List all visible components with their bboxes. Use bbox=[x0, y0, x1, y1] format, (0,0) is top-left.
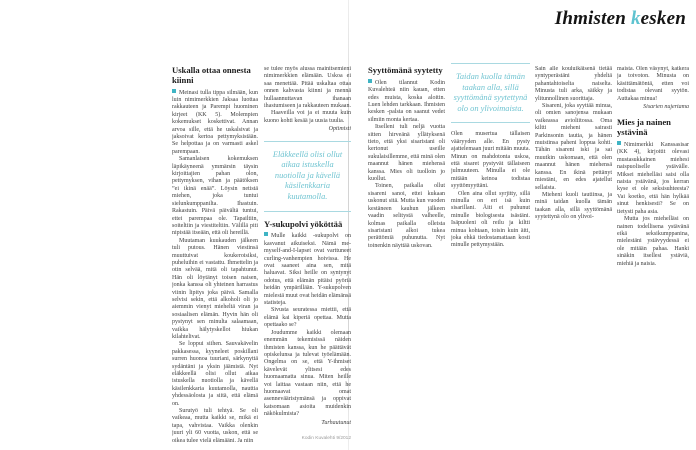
body-paragraph: maista. Olen väsynyt, katkera ja toivoton. Minusta on käsittämätöntä, etten voi todistaa olevani syytön. Auttakaa minua! bbox=[617, 66, 689, 102]
body-paragraph: Samanlaisen kokemuksen läpikäyneenä ymmärsin täysin kirjoittajien pahan olon, pettymyksen, vihan ja päätöksen ”ei ikinä enää”. Löysin netistä miehen, joka tuntui sielunkumppanilta. Ihastuin. Rakastuin. Päivä päivältä tuntui, ettei parempaa ole. Tapailtiin, soiteltiin ja viestiteltiin. Välillä piti nipistää itseään, että oli hereillä. bbox=[172, 156, 258, 237]
body-paragraph: Sain alle kouluikäisenä tietää syntyperästäni yhdeltä pahantahtoiselta naiselta. Minusta tuli arka, säikky ja ylitunnollinen suorittaja. bbox=[535, 66, 612, 102]
letter1-continuation bbox=[264, 66, 351, 125]
body-paragraph bbox=[617, 141, 689, 216]
paragraph-text: Mulle kaikki -sukupolvi on kasvanut aikuiseksi. Nämä me-myself-and-I-lapset ovat varttuneet curling-vanhempien hoivissa. He ovat saaneet aina sen, mitä haluavat. Siksi heille on syntynyt odotus, että elämän pitäisi pyöriä heidän ympärillään. Y-sukupolven mielestä muut ovat heidän elämänsä statisteja. bbox=[264, 233, 351, 307]
body-paragraph: Surutyö tuli tehtyä. Se oli vaikeaa, mutta kaikki se, mikä ei tapa, vahvistaa. Vaikka olenkin juuri yli 60 vuotta, uskon, että se oikea tulee vielä elämääni. Ja niin bbox=[172, 408, 258, 444]
letter2-body bbox=[264, 232, 351, 418]
body-paragraph: Olen musertua tällaisen vääryyden alle. En pysty ajattelemaan juuri mitään muuta. Minun on mahdotonta uskoa, että sisaret pystyvät tällaiseen julmuuteen. Minulla ei ole mitään keinoa todistaa syyttömyyttäni. bbox=[451, 131, 530, 190]
letter2-heading: Y-sukupolvi yököttää bbox=[264, 218, 343, 229]
body-paragraph: Haaveilla voi ja ei muuta kuin kuono kohti kesää ja uusia tuulia. bbox=[264, 110, 351, 124]
letter3-signature: Sisarien nujertama bbox=[643, 104, 689, 111]
letter4-heading: Mies ja nainen ystävinä bbox=[617, 117, 671, 138]
teal-square-bullet-icon bbox=[617, 141, 621, 145]
body-paragraph: Mutta jos miehelläsi on nainen todellisena ystävänä eikä seksikumppanina, mielestäni ystävyydessä ei ole mitään pahaa. Hanki sinäkin itsellesi ystäviä, miehiä ja naisia. bbox=[617, 216, 689, 267]
body-paragraph: Itselleni tuli neljä vuotta sitten hirveänä yllätyksenä tieto, että yksi sisaristani oli kertonut useille sukulaisillemme, että minä olen maannut hänen miehensä kanssa. Mies oli tuolloin jo kuollut. bbox=[368, 124, 445, 183]
paragraph-text: Meinasi tulla tippa silmään, kun luin nimimerkkien Jaksaa luottaa rakkauteen ja Parempi huominen kirjeet (KK 5). Molempien kokemukset koskettivat. Annan arvoa sille, että he uskalsivat ja jaksoivat kertoa pettymyksistään. Se helpottaa ja on varmasti askel parempaan. bbox=[172, 89, 258, 155]
pull-quote: Taidan kuolla tämän taakan alla, sillä syyttömänä syytettynä olo on ylivoimaista. bbox=[451, 63, 530, 123]
body-paragraph: Toinen, paikalla ollut sisareni sanoi, ettei kukaan uskonut sitä. Mutta kun vuoden kestäneen kauhun jälkeen vaadin selitystä valheelle, kolmas paikalla olleista sisaristani alkoi tukea perättömiä puhunutta. Nyt toinenkin näyttää uskovan. bbox=[368, 183, 445, 249]
body-paragraph: Sisareni, joka syyttää minua, oli omien sanojensa mukaan vaikeassa avioliitossa. Oma kiltti mieheni sairasti Parkinsonin tautia, ja hänen muistinsa paheni loppua kohti. Tähän sisareni iski ja sai muutkin uskomaan, että olen maannut hänen miehensä kanssa. En ikinä pettänyt miestäni, en edes ajatellut sellaista. bbox=[535, 103, 612, 191]
letter3-heading: Syyttömänä syytetty bbox=[368, 66, 443, 75]
section-title-accent-letter: k bbox=[630, 8, 641, 29]
body-paragraph: Muutaman kuukauden jälkeen tuli putous. Hänen viestinsä muuttuivat koukeroisiksi, puheluihin ei vastattu. Ihmettelin ja otin selvää, mitä oli tapahtunut. Hän oli löytänyt toisen naisen, jonka kanssa oli yhteinen harrastus viinin lipitys joka päivä. Samalla selvisi sekin, että alkoholi oli jo aiemmin vienyt mieheltä viran ja sosiaalisen elämän. Hyvin hän oli pystynyt sen minulta salaamaan, vaikka hälytyskellot hiukan kilahtelivat. bbox=[172, 237, 258, 340]
teal-square-bullet-icon bbox=[368, 79, 372, 83]
paragraph-text: Olen tilannut Kodin Kuvalehteä niin kauan, etten edes muista, koska aloitin. Luen lehden tarkkaan. Ihmisten kesken -palsta on saanut vedet silmiin monta kertaa. bbox=[368, 79, 445, 123]
letter2-signature: Turhautunut bbox=[321, 419, 351, 426]
letter3-body-col2 bbox=[451, 131, 530, 250]
letter4-body bbox=[617, 141, 689, 268]
body-paragraph: Joudumme kaikki olemaan enemmän tekemisissä näiden ihmisten kanssa, kun he päättävät opiskelunsa ja tulevat työelämään. Ongelma on se, että Y-ihmiset kävelevät ylitsesi edes huomaamatta sinua. Miten heille voi laittaa vastaan niin, että he huomaavat omat asennevääristymänsä ja oppivat katsomaan asioita muidenkin näkökulmista? bbox=[264, 329, 351, 418]
section-title-part1: Ihmisten bbox=[554, 8, 631, 29]
magazine-issue-footer: Kodin Kuvalehti 9/2012 bbox=[301, 435, 351, 441]
letter1-heading: Uskalla ottaa onnesta kiinni bbox=[172, 66, 251, 85]
left-column-1 bbox=[172, 66, 258, 444]
right-column-4 bbox=[617, 66, 689, 286]
section-title bbox=[350, 8, 694, 30]
paragraph-text: Nimimerkki Kanssasisar (KK 4), kirjoitit olevasi mustasukkainen miehesi naispuoliselle ystävälle. Miksei miehelläsi saisi olla naista ystävänä, jos kerran kyse ei ole seksisuhteesta? Vai koetko, että hän hylkää sinut henkisesti? Se on tietysti paha asia. bbox=[617, 142, 689, 215]
letter3-body-col1 bbox=[368, 79, 445, 250]
body-paragraph: se tulee myös alussa mainitsemieni nimimerkkien elämään. Uskoa ei saa menettää. Pitää uskaltaa ottaa onnen kahvasta kiinni ja mennä hullaannuttavan ihanaan ihastumiseen ja rakkauteen mukaan. bbox=[264, 66, 351, 110]
pull-quote: Eläkkeellä olisi ollut aikaa istuskella nuotiolla ja kävellä käsilenkkaria kuutamolla. bbox=[264, 141, 351, 212]
body-paragraph bbox=[368, 79, 445, 124]
body-paragraph: Mieheni kuoli tautiinsa, ja minä taidan kuolla tämän taakan alla, sillä syyttömänä syytettynä olo on ylivoi- bbox=[535, 191, 612, 221]
letter3-body-col3 bbox=[535, 66, 612, 222]
teal-square-bullet-icon bbox=[172, 89, 176, 93]
right-column-1 bbox=[368, 66, 445, 266]
letter3-body-col4 bbox=[617, 66, 689, 103]
body-paragraph: Se loppui siihen. Sauvakävelin pakkasessa, kyyneleet poskillani surren huonoa tuuriani, särkynyttä sydäntäni ja yksin jäämistä. Nyt eläkkeellä olisi ollut aikaa istuskella nuotiolla ja kävellä käsilenkkaria kuutamolla, nauttia yhdessäolosta ja siitä, että elämä on. bbox=[172, 341, 258, 407]
body-paragraph bbox=[264, 232, 351, 307]
letter1-signature: Optimisti bbox=[328, 126, 351, 133]
right-column-3 bbox=[535, 66, 612, 286]
body-paragraph: Olen aina ollut syrjitty, sillä minulla on eri isä kuin sisarillani. Äiti ei puhunut minulle biologisesta isästäni. Isäpuoleni oli reilu ja kiltti minua kohtaan, toisin kuin äiti, joka ehkä tiedostamattaan kosti minulle pettymystään. bbox=[451, 190, 530, 249]
body-paragraph bbox=[172, 89, 258, 157]
letter1-body bbox=[172, 89, 258, 444]
left-column-2 bbox=[264, 66, 351, 444]
body-paragraph: Sivusta seuratessa miettii, että elämä kai kiperiä opettaa. Mutta opettaako se? bbox=[264, 307, 351, 329]
section-title-part2: esken bbox=[640, 8, 686, 29]
teal-square-bullet-icon bbox=[264, 232, 268, 236]
right-column-2 bbox=[451, 63, 530, 283]
